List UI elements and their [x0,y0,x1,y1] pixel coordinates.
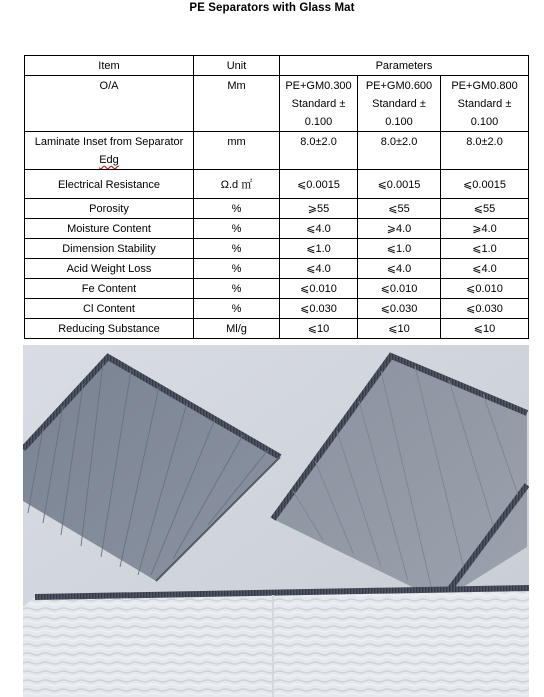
product-name: PE+GM0.600 [365,80,433,92]
row-unit: % [194,239,280,259]
row-value: 8.0±2.0 [280,132,358,170]
product-cell [441,76,529,132]
table-row [25,170,529,199]
table-row [25,259,529,279]
simple-rows [25,199,529,339]
row-value: ⩽1.0 [358,239,441,259]
row-value: 8.0±2.0 [441,132,529,170]
row-value: ⩾55 [280,199,358,219]
row-value: ⩽0.0015 [441,170,529,199]
standard-label: Standard ± [457,98,512,110]
product-cell [280,76,358,132]
row-value: ⩽55 [358,199,441,219]
header-item: Item [25,56,194,76]
row-value: ⩽4.0 [280,259,358,279]
row-unit: mm [194,132,280,170]
row-item: Porosity [25,199,194,219]
standard-value: 0.100 [304,116,333,128]
product-name: PE+GM0.800 [451,80,518,92]
standard-value: 0.100 [385,116,413,128]
row-value: ⩽0.030 [441,299,529,319]
row-item: Cl Content [25,299,194,319]
row-item: Dimension Stability [25,239,194,259]
row-value: ⩾4.0 [358,219,441,239]
row-value: ⩽10 [280,319,358,339]
row-item: Reducing Substance [25,319,194,339]
row-unit: % [194,299,280,319]
standard-label: Standard ± [372,98,426,110]
row-value: ⩽10 [441,319,529,339]
row-unit: Mm [194,76,280,132]
row-unit: Ml/g [194,319,280,339]
row-value: ⩽0.010 [441,279,529,299]
row-value: ⩽0.010 [280,279,358,299]
row-unit: % [194,259,280,279]
row-item-line: Edg [99,154,119,166]
table-row [25,319,529,339]
row-item: Electrical Resistance [25,170,194,199]
table-row [25,239,529,259]
standard-label: Standard ± [291,98,346,110]
row-value: ⩽1.0 [280,239,358,259]
row-unit: % [194,279,280,299]
header-row [25,56,529,76]
document-title: PE Separators with Glass Mat [189,2,355,14]
header-parameters: Parameters [280,56,529,76]
row-item: O/A [25,76,194,132]
row-value: ⩽0.0015 [280,170,358,199]
table-row [25,76,529,132]
separator-photo-svg [23,345,529,697]
product-name: PE+GM0.300 [285,80,352,92]
row-value: ⩽10 [358,319,441,339]
row-item [25,132,194,170]
row-value: ⩽1.0 [441,239,529,259]
row-value: ⩽0.030 [280,299,358,319]
standard-value: 0.100 [470,116,499,128]
row-item: Acid Weight Loss [25,259,194,279]
row-value: ⩽4.0 [441,259,529,279]
row-value: ⩽4.0 [280,219,358,239]
table-row [25,199,529,219]
row-value: ⩽0.030 [358,299,441,319]
row-item: Moisture Content [25,219,194,239]
row-unit: % [194,219,280,239]
row-unit: % [194,199,280,219]
row-value: 8.0±2.0 [358,132,441,170]
table-row [25,219,529,239]
table-row [25,132,529,170]
row-value: ⩽55 [441,199,529,219]
table-row [25,299,529,319]
header-unit: Unit [194,56,280,76]
row-value: ⩾4.0 [441,219,529,239]
row-unit: Ω.d ㎡ [194,170,280,199]
product-cell [358,76,441,132]
separator-photo [23,345,529,697]
row-item-line: Laminate Inset from Separator [34,136,184,148]
table-row [25,279,529,299]
row-item: Fe Content [25,279,194,299]
row-value: ⩽0.010 [358,279,441,299]
spec-table [24,55,529,339]
row-value: ⩽4.0 [358,259,441,279]
row-value: ⩽0.0015 [358,170,441,199]
